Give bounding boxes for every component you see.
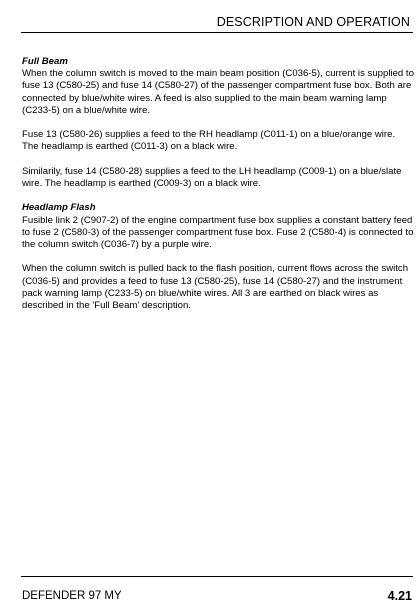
page-number: 4.21 (387, 589, 412, 603)
header-divider (21, 32, 413, 33)
footer-divider (21, 576, 413, 577)
section-title: DESCRIPTION AND OPERATION (216, 15, 410, 29)
full-beam-heading: Full Beam (22, 56, 68, 67)
full-beam-paragraph-2: Fuse 13 (C580-26) supplies a feed to the RH headlamp (C011-1) on a blue/orange wire. The headlamp is earthed (C011-3) on a black wire. (22, 129, 396, 153)
full-beam-paragraph-1: When the column switch is moved to the main beam position (C036-5), current is supplied to fuse 13 (C580-25) and fuse 14 (C580-27) of the passenger compartment fuse box. Both are connected by blue/white wires. A feed is also supplied to the main beam warning lamp (C233-5) on a blue/white wire. (22, 68, 414, 116)
footer-model-label: DEFENDER 97 MY (22, 590, 122, 602)
headlamp-flash-heading: Headlamp Flash (22, 202, 96, 214)
page-body (22, 56, 414, 324)
headlamp-flash-paragraph-2: When the column switch is pulled back to the flash position, current flows across the switch (C036-5) and provides a feed to fuse 13 (C580-25), fuse 14 (C580-27) and the instrument pack warning lamp (C233-5) on blue/white wires. All 3 are earthed on black wires as described in the 'Full Beam' description. (22, 263, 409, 311)
full-beam-paragraph-3: Similarily, fuse 14 (C580-28) supplies a feed to the LH headlamp (C009-1) on a blue/slate wire. The headlamp is earthed (C009-3) on a black wire. (22, 165, 402, 189)
headlamp-flash-paragraph-1: Fusible link 2 (C907-2) of the engine compartment fuse box supplies a constant battery feed to fuse 2 (C580-3) of the passenger compartment fuse box. Fuse 2 (C580-4) is connected to the column switch (C036-7) by a purple wire. (22, 214, 414, 250)
